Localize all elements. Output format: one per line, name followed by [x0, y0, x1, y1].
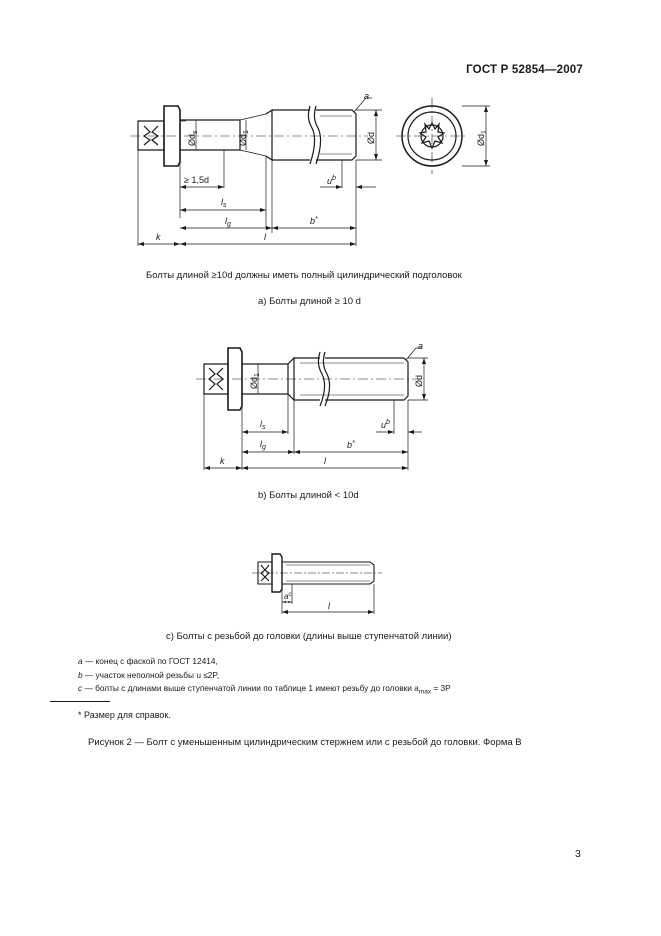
legend-item-b: b — участок неполной резьбы u ≤2P, [78, 669, 220, 680]
fig-a-label-d1-end: $Ød_1$ [476, 130, 488, 146]
page-number: 3 [575, 848, 581, 860]
footnote: * Размер для справок. [78, 710, 171, 720]
legend-item-c: c — болты с длинами выше ступенчатой линии по таблице 1 имеют резьбу до головки $a_{max} = 3P$ [78, 683, 451, 696]
standard-designation: ГОСТ Р 52854—2007 [466, 64, 583, 76]
fig-b-label-k: k [220, 456, 225, 466]
fig-c-label-a: $a^c$ [284, 592, 292, 601]
fig-a-label-b: b* [310, 216, 318, 226]
fig-b-label-ls: $l_s$ [260, 419, 266, 431]
footnote-rule [50, 701, 110, 702]
fig-b-label-lg: $l_g$ [260, 439, 266, 451]
figure-a-drawing [120, 88, 520, 258]
fig-c-label-l: l [328, 601, 330, 611]
fig-a-label-a: a [364, 91, 370, 101]
figure-c-drawing [250, 548, 390, 618]
fig-a-label-l: l [264, 232, 266, 242]
fig-b-label-d1: $Ød_1$ [249, 373, 261, 389]
legend [78, 655, 451, 699]
figure-c-caption: c) Болты с резьбой до головки (длины выше ступенчатой линии) [166, 631, 452, 642]
fig-a-label-min15: ≥ 1,5d [184, 175, 209, 185]
fig-b-label-a: a [418, 341, 424, 351]
fig-a-label-ds: $Ød_s$ [187, 130, 199, 146]
fig-a-label-lg: $l_g$ [225, 216, 231, 228]
fig-b-label-l: l [324, 456, 326, 466]
figure-a-note: Болты длиной ≥10d должны иметь полный цилиндрический подголовок [146, 270, 462, 281]
legend-item-a: a — конец с фаской по ГОСТ 12414, [78, 656, 218, 666]
figure-b-drawing [190, 336, 450, 476]
fig-a-label-k: k [156, 232, 161, 242]
figure-caption: Рисунок 2 — Болт с уменьшенным цилиндрическим стержнем или с резьбой до головки. Форма В [88, 737, 522, 748]
fig-a-label-d: Ød [366, 131, 376, 144]
figure-a-caption: а) Болты длиной ≥ 10 d [258, 296, 361, 307]
fig-b-label-d: Ød [414, 374, 424, 387]
figure-b-caption: b) Болты длиной < 10d [258, 490, 359, 501]
fig-a-label-u: $u^b$ [327, 175, 336, 186]
fig-b-label-u: $u^b$ [381, 419, 390, 430]
fig-a-label-ls: $l_s$ [221, 197, 227, 209]
fig-b-label-b: b* [347, 440, 355, 450]
fig-a-label-d1: $Ød_1$ [238, 130, 250, 146]
